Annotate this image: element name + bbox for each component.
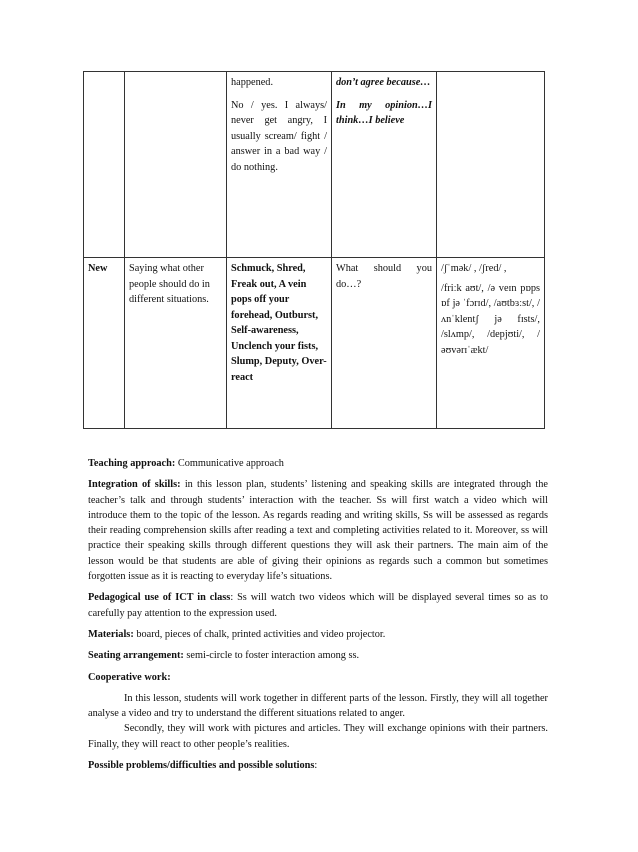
section-label: Seating arrangement: [88,650,184,662]
cell-text: happened. [231,77,274,88]
table-cell [437,258,545,429]
section-label: Integration of skills: [88,479,181,491]
lesson-plan-table [83,71,545,429]
problems-paragraph [88,758,548,773]
table-cell [437,72,545,258]
section-text: Communicative approach [175,458,284,469]
table-cell [332,72,437,258]
section-label: Teaching approach: [88,458,176,469]
table-cell: New [84,258,125,429]
section-text: in this lesson plan, students’ listening and speaking skills are integrated through the teacher’s talk and through students’ interaction with the teacher. Ss will first watch a video which will introduce them to the topic of the lesson. As regards reading and writing skills, Ss will be assessed as regards their reading comprehension skills after reading a text and completing activities related to it. Moreover, ss will practice their speaking skills through different questions they will ask their partners. The main aim of the lesson would be that students are able of giving their opinions as regards such a common but sometimes forgotten issue as it is reacting to everyday life’s situations. [88,479,549,583]
materials-paragraph [88,627,548,642]
section-label: Possible problems/difficulties and possible solutions [88,760,315,772]
ict-paragraph [88,590,548,621]
section-label: Cooperative work: [88,671,171,683]
table-cell: Schmuck, Shred, Freak out, A vein pops off your forehead, Outburst, Self-awareness, Unclench your fists, Slump, Deputy, Over-react [227,258,332,429]
cooperative-paragraph-1: In this lesson, students will work together in different parts of the lesson. Firstly, they will all together analyse a video and try to understand the different situations related to anger. [88,692,548,720]
table-row [84,72,545,258]
section-label: Pedagogical use of ICT in class [88,592,231,604]
table-cell [227,72,332,258]
cooperative-heading [88,670,548,685]
section-text: board, pieces of chalk, printed activities and video projector. [133,628,386,640]
cell-text: No / yes. I always/ never get angry, I usually scream/ fight / answer in a bad way / do nothing. [231,99,327,173]
lesson-plan-body [88,456,548,779]
cell-text: don’t agree because… [336,77,431,88]
section-text: : Ss will watch two videos which will be displayed several times so as to carefully pay attention to the expression used. [88,592,548,619]
integration-paragraph [88,477,548,584]
cell-text: In my opinion…I think…I believe [336,99,432,126]
section-label: Materials: [88,628,134,640]
cell-text: /friːk aʊt/, /ə veɪn pɒps ɒf jə ˈfɔrɪd/, /aʊtbɜːst/, /ʌnˈklentʃ jə fɪsts/, /slʌmp/, /depjʊti/, /əʊvərɪˈækt/ [441,282,540,356]
table-cell [125,72,227,258]
section-text: semi-circle to foster interaction among ss. [183,650,360,662]
table-row [84,258,545,429]
cell-text: /ʃˈmək/ , /ʃred/ , [441,263,507,274]
teaching-approach-paragraph [88,456,548,471]
seating-paragraph [88,648,548,663]
cooperative-paragraph-2: Secondly, they will work with pictures and articles. They will exchange opinions with their partners. Finally, they will react to other people’s realities. [88,723,548,750]
table-cell: What should you do…? [332,258,437,429]
table-cell: Saying what other people should do in different situations. [125,258,227,429]
section-text: : [314,760,318,772]
table-cell [84,72,125,258]
